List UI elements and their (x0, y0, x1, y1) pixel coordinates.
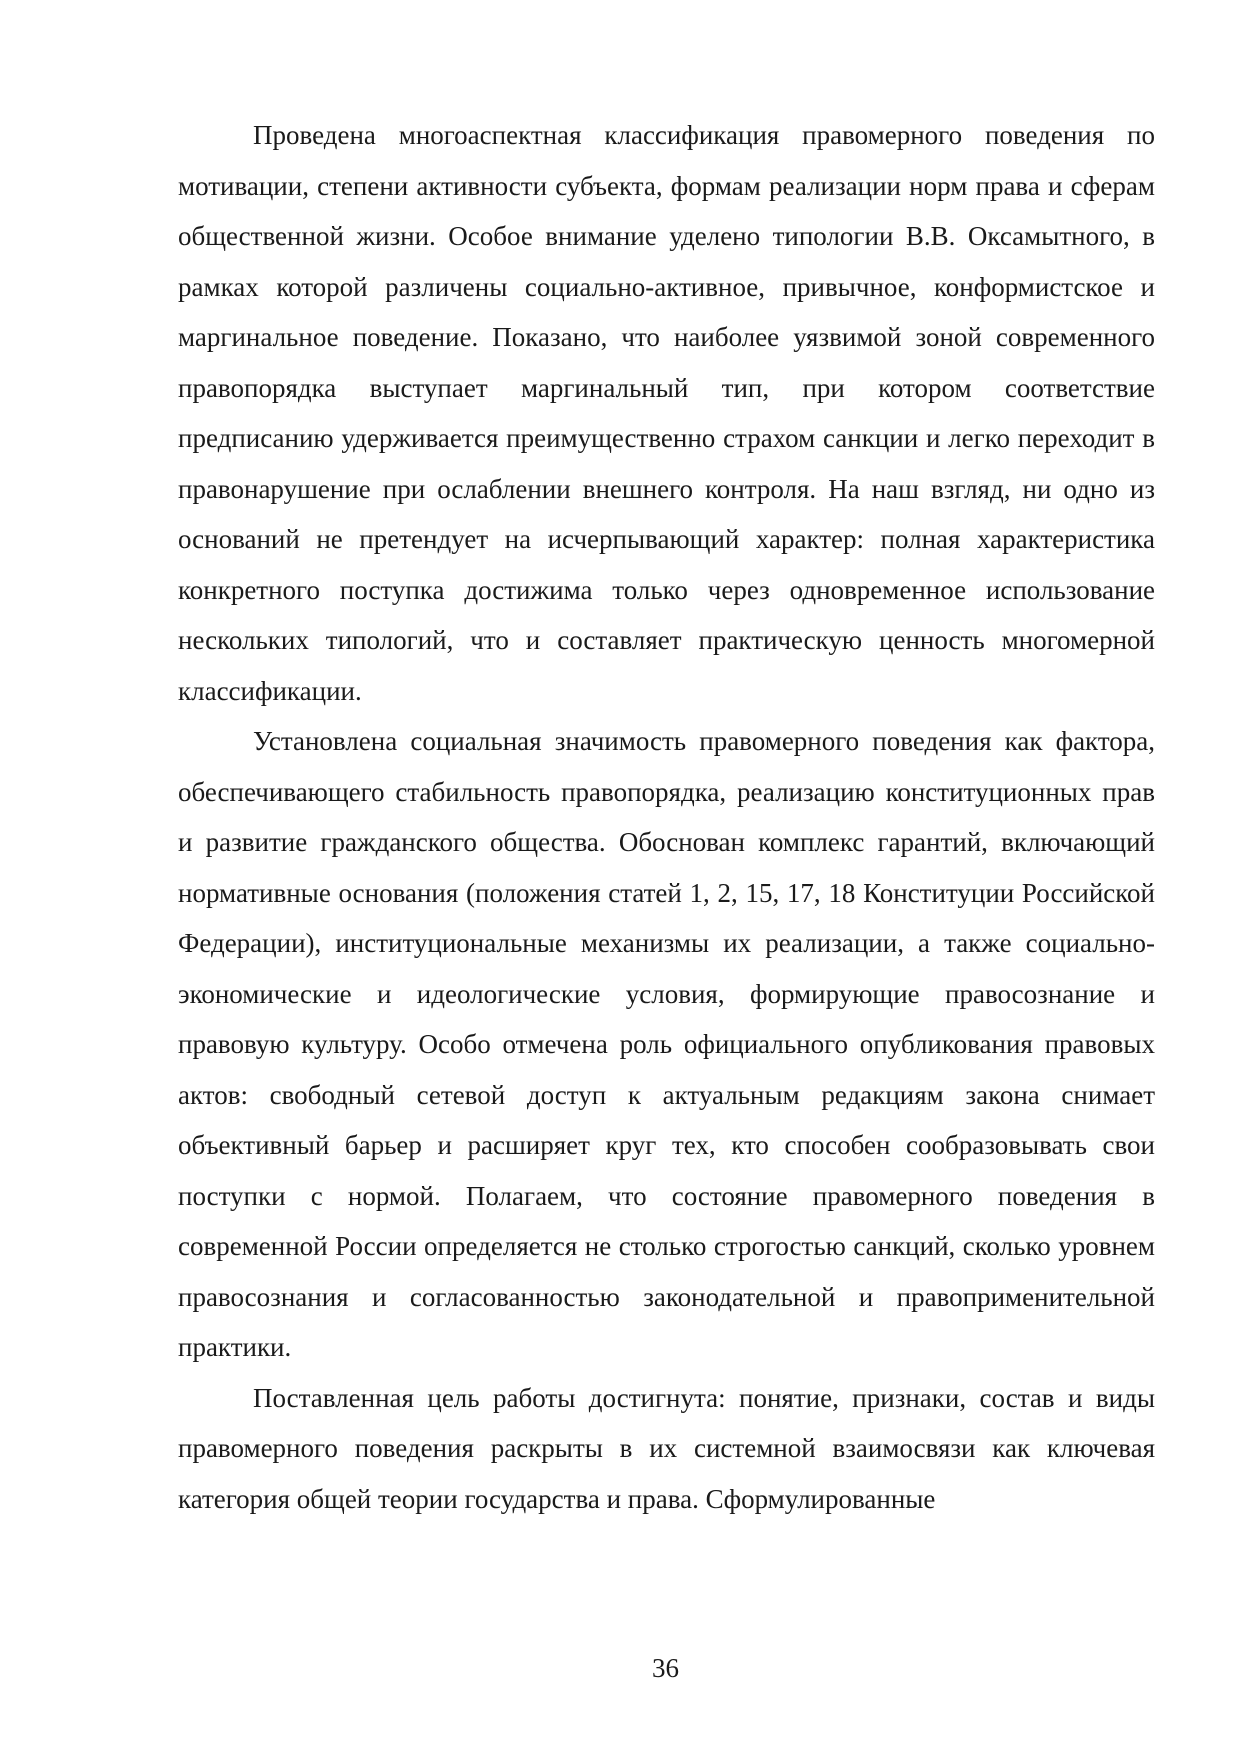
body-text (178, 110, 1155, 1524)
paragraph-classification: Проведена многоаспектная классификация правомерного поведения по мотивации, степени активности субъекта, формам реализации норм права и сферам общественной жизни. Особое внимание уделено типологии В.В. Оксамытного, в рамках которой различены социально-активное, привычное, конформистское и маргинальное поведение. Показано, что наиболее уязвимой зоной современного правопорядка выступает маргинальный тип, при котором соответствие предписанию удерживается преимущественно страхом санкции и легко переходит в правонарушение при ослаблении внешнего контроля. На наш взгляд, ни одно из оснований не претендует на исчерпывающий характер: полная характеристика конкретного поступка достижима только через одновременное использование нескольких типологий, что и составляет практическую ценность многомерной классификации. (178, 120, 1155, 706)
paragraph-goal-achieved: Поставленная цель работы достигнута: понятие, признаки, состав и виды правомерного поведения раскрыты в их системной взаимосвязи как ключевая категория общей теории государства и права. Сформулированные (178, 1382, 1155, 1514)
paragraph-social-significance: Установлена социальная значимость правомерного поведения как фактора, обеспечивающего стабильность правопорядка, реализацию конституционных прав и развитие гражданского общества. Обоснован комплекс гарантий, включающий нормативные основания (положения статей 1, 2, 15, 17, 18 Конституции Российской Федерации), институциональные механизмы их реализации, а также социально-экономические и идеологические условия, формирующие правосознание и правовую культуру. Особо отмечена роль официального опубликования правовых актов: свободный сетевой доступ к актуальным редакциям закона снимает объективный барьер и расширяет круг тех, кто способен сообразовывать свои поступки с нормой. Полагаем, что состояние правомерного поведения в современной России определяется не столько строгостью санкций, сколько уровнем правосознания и согласованностью законодательной и правоприменительной практики. (178, 726, 1155, 1362)
page-number: 36 (652, 1653, 679, 1683)
